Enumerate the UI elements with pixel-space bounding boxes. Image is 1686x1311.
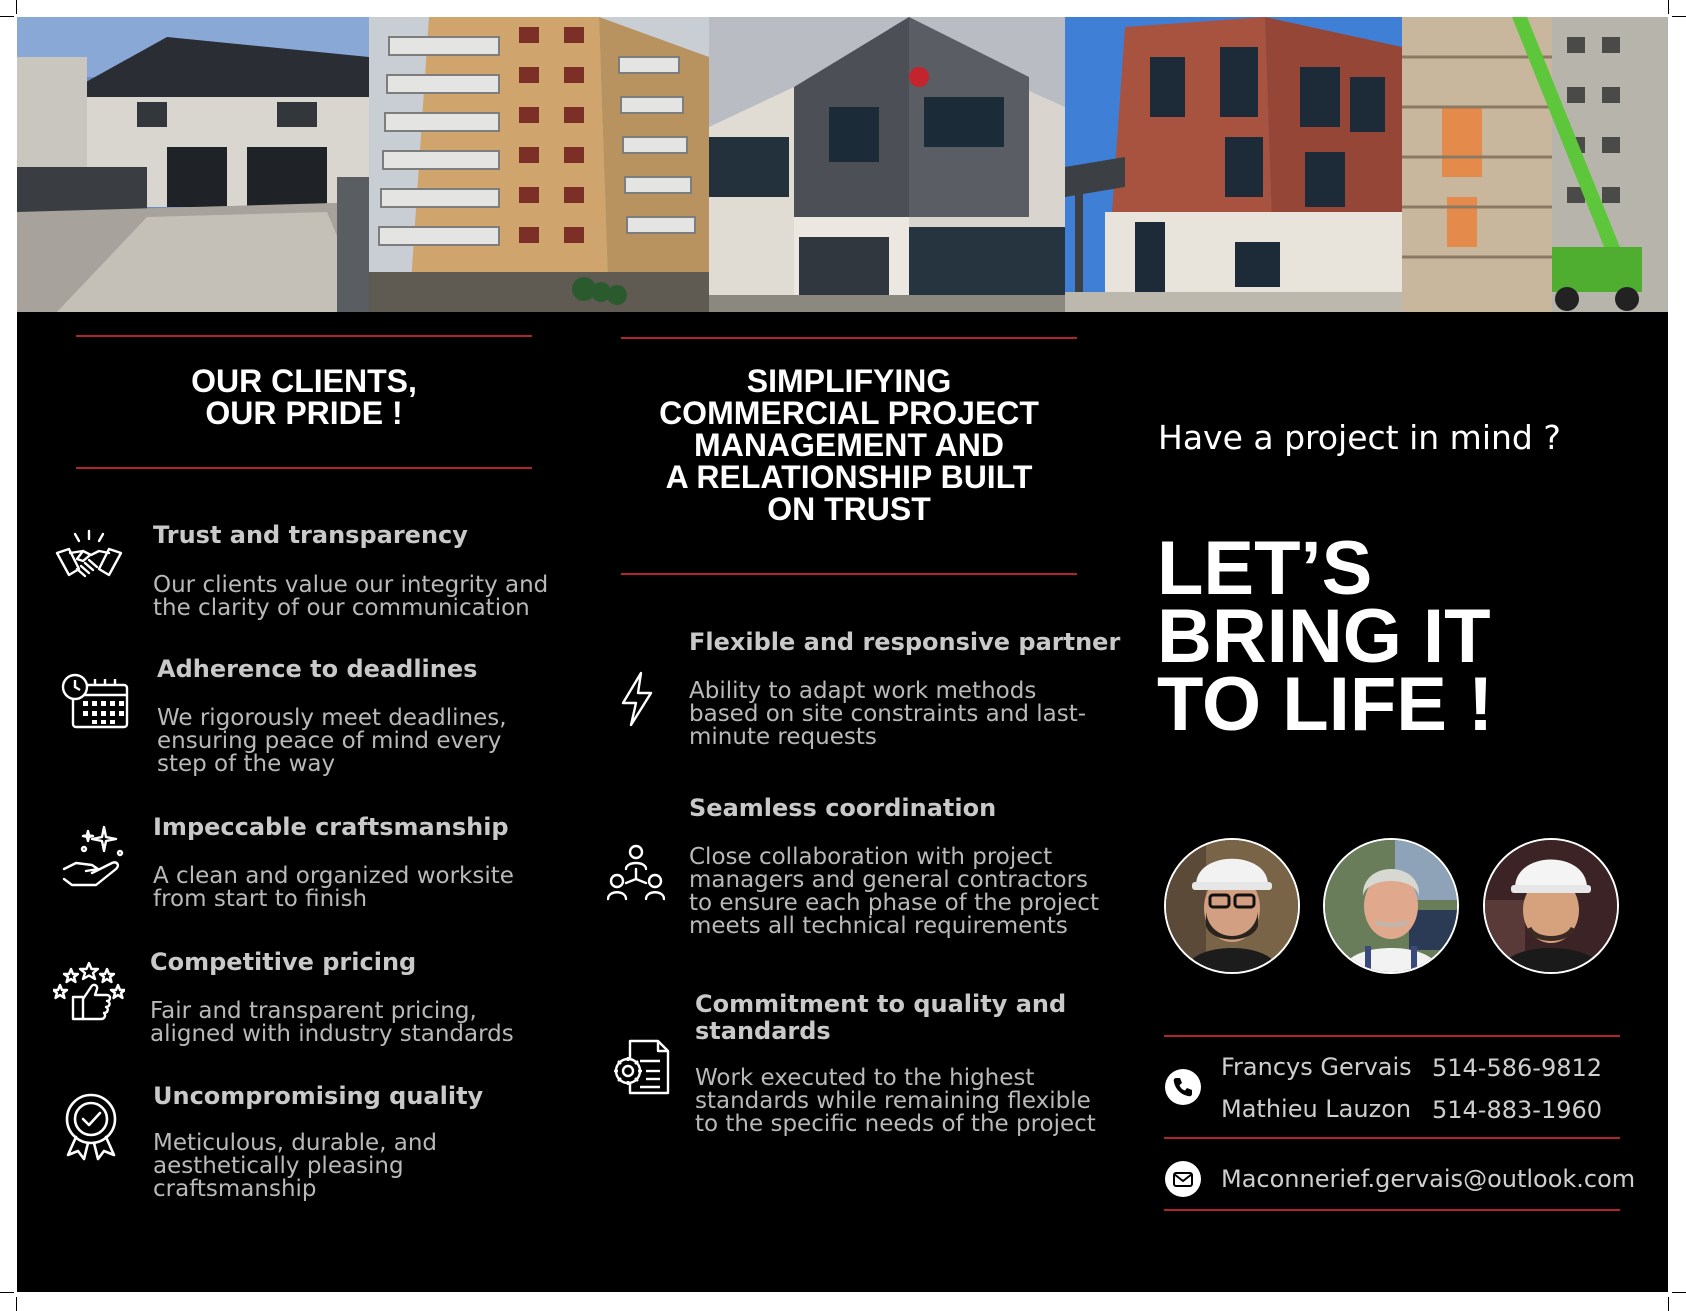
headline xyxy=(1157,526,1494,747)
divider xyxy=(1164,1137,1620,1139)
feature-desc xyxy=(150,1000,514,1046)
thumbs-up-stars-icon xyxy=(53,961,125,1021)
desc-line: to ensure each phase of the project xyxy=(689,890,1099,916)
feature-desc xyxy=(157,707,507,776)
handshake-icon xyxy=(55,529,123,585)
divider xyxy=(1164,1209,1620,1211)
email-icon xyxy=(1165,1161,1201,1197)
desc-line: A clean and organized worksite xyxy=(153,863,514,889)
desc-line: standards while remaining flexible xyxy=(695,1088,1091,1114)
heading-line: A RELATIONSHIP BUILT xyxy=(665,459,1033,495)
desc-line: Our clients value our integrity and xyxy=(153,572,549,598)
contact-email[interactable]: Maconnerief.gervais@outlook.com xyxy=(1221,1165,1636,1193)
crop-mark xyxy=(1672,1292,1686,1293)
feature-desc xyxy=(695,1067,1096,1136)
desc-line: Work executed to the highest xyxy=(695,1065,1035,1091)
brochure-panel xyxy=(17,17,1668,1292)
crop-mark xyxy=(1668,1297,1669,1311)
avatar xyxy=(1164,838,1300,974)
title-line: Seamless coordination xyxy=(689,794,997,822)
desc-line: minute requests xyxy=(689,724,877,750)
brick-condo-photo xyxy=(1065,17,1402,312)
headline-line: TO LIFE ! xyxy=(1157,662,1494,747)
feature-title xyxy=(689,629,1120,656)
crop-mark xyxy=(0,16,14,17)
title-line: standards xyxy=(695,1017,831,1045)
divider xyxy=(621,337,1077,339)
desc-line: craftsmanship xyxy=(153,1176,317,1202)
desc-line: meets all technical requirements xyxy=(689,913,1068,939)
sparkle-hand-icon xyxy=(62,823,126,889)
heading-line: SIMPLIFYING xyxy=(746,363,952,399)
feature-desc xyxy=(689,846,1099,938)
heading-line: OUR CLIENTS, xyxy=(191,363,417,399)
col2-heading xyxy=(621,365,1077,525)
apartment-tower-photo xyxy=(369,17,709,312)
crop-mark xyxy=(1668,0,1669,14)
feature-title: Uncompromising quality xyxy=(153,1082,484,1110)
contact-phone[interactable]: 514-586-9812 xyxy=(1432,1054,1603,1082)
crop-mark xyxy=(16,0,17,14)
calendar-clock-icon xyxy=(61,671,129,731)
avatar xyxy=(1323,838,1459,974)
award-badge-icon xyxy=(62,1093,120,1161)
avatar xyxy=(1483,838,1619,974)
phone-icon xyxy=(1165,1069,1201,1105)
desc-line: based on site constraints and last- xyxy=(689,701,1087,727)
construction-site-photo xyxy=(1402,17,1668,312)
heading-line: OUR PRIDE ! xyxy=(205,395,403,431)
contact-name: Francys Gervais xyxy=(1221,1053,1412,1081)
modern-house-photo xyxy=(17,17,369,312)
desc-line: Close collaboration with project xyxy=(689,844,1053,870)
col1-heading xyxy=(76,365,532,429)
tagline: Have a project in mind ? xyxy=(1158,418,1561,457)
feature-desc xyxy=(689,680,1086,749)
desc-line: step of the way xyxy=(157,751,336,777)
desc-line: We rigorously meet deadlines, xyxy=(157,705,507,731)
headline-line: BRING IT xyxy=(1157,594,1491,679)
desc-line: from start to finish xyxy=(153,886,368,912)
team-network-icon xyxy=(607,843,665,901)
desc-line: Ability to adapt work methods xyxy=(689,678,1037,704)
crop-mark xyxy=(0,1292,14,1293)
photo-strip xyxy=(17,17,1668,312)
contact-name: Mathieu Lauzon xyxy=(1221,1095,1412,1123)
desc-line: aligned with industry standards xyxy=(150,1021,514,1047)
desc-line: managers and general contractors xyxy=(689,867,1089,893)
feature-desc xyxy=(153,574,548,620)
feature-title: Adherence to deadlines xyxy=(157,655,478,683)
title-line: Commitment to quality and xyxy=(695,990,1067,1018)
desc-line: the clarity of our communication xyxy=(153,595,530,621)
headline-line: LET’S xyxy=(1157,526,1373,611)
feature-title: Trust and transparency xyxy=(153,521,468,549)
heading-line: MANAGEMENT AND xyxy=(694,427,1004,463)
heading-line: COMMERCIAL PROJECT xyxy=(659,395,1039,431)
desc-line: aesthetically pleasing xyxy=(153,1153,404,1179)
document-gear-icon xyxy=(614,1039,670,1095)
crop-mark xyxy=(1672,16,1686,17)
desc-line: Meticulous, durable, and xyxy=(153,1130,438,1156)
divider xyxy=(1164,1035,1620,1037)
lightning-icon xyxy=(619,671,655,727)
crop-mark xyxy=(16,1297,17,1311)
divider xyxy=(76,335,532,337)
feature-title: Impeccable craftsmanship xyxy=(153,813,509,841)
title-line: Flexible and responsive partner xyxy=(689,628,1121,656)
feature-title xyxy=(689,795,996,822)
feature-title xyxy=(695,991,1066,1045)
heading-line: ON TRUST xyxy=(767,491,931,527)
feature-desc xyxy=(153,1132,437,1201)
contact-phone[interactable]: 514-883-1960 xyxy=(1432,1096,1603,1124)
feature-desc xyxy=(153,865,514,911)
feature-title: Competitive pricing xyxy=(150,948,417,976)
divider xyxy=(621,573,1077,575)
divider xyxy=(76,467,532,469)
desc-line: Fair and transparent pricing, xyxy=(150,998,477,1024)
desc-line: ensuring peace of mind every xyxy=(157,728,502,754)
commercial-building-photo xyxy=(709,17,1065,312)
desc-line: to the specific needs of the project xyxy=(695,1111,1096,1137)
